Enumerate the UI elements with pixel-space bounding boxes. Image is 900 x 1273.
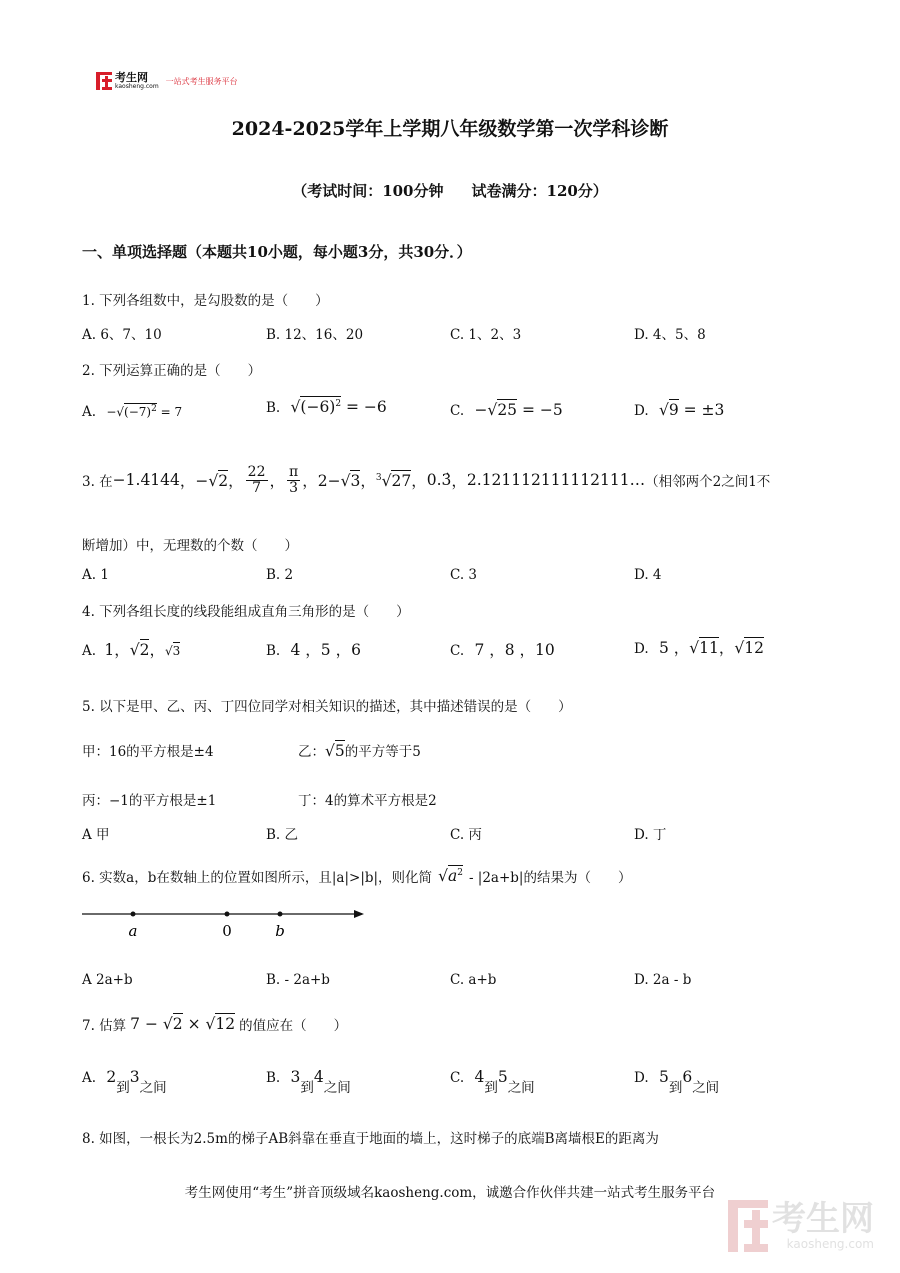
number-line-arrow-icon — [354, 910, 364, 918]
point-zero — [225, 912, 230, 917]
q5-statement-jia: 甲：16的平方根是±4 — [82, 744, 214, 760]
page-footer: 考生网使用“考生”拼音顶级域名kaosheng.com，诚邀合作伙伴共建一站式考生服务平台 — [184, 1185, 716, 1201]
logo-slogan: 一站式考生服务平台 — [165, 76, 238, 86]
watermark-name: 考生网 — [772, 1199, 874, 1239]
q5-option-d: D. 丁 — [634, 827, 667, 843]
site-logo — [96, 72, 238, 90]
question-3-stem: 3. 在 −1.4144 ，−√2， $\frac{22}{7}$ ， $\frac{\pi}{3}$ ，2−√3，$^3$√27， 0.3̇ ， 2.121112111112111… （相邻两个2之间1不 — [82, 463, 771, 496]
q5-statement-bing: 丙：−1的平方根是±1 — [82, 793, 217, 809]
q6-option-b: B. - 2a+b — [266, 972, 330, 988]
fraction-pi-3: $\frac{\pi}{3}$ — [289, 463, 299, 496]
q1-option-b: B. 12、16、20 — [266, 327, 364, 343]
q6-option-d: D. 2a - b — [634, 972, 692, 988]
q5-option-c: C. 丙 — [450, 827, 482, 843]
question-7-stem: 7. 估算 7 − √2 × √12 的值应在（ ） — [82, 1015, 348, 1034]
q4-option-d: D. 5 ，√11，√12 — [634, 639, 764, 657]
exam-time: （考试时间：100分钟 — [292, 182, 444, 200]
q7-option-a: A. 2到3之间 — [82, 1068, 167, 1096]
question-1-stem: 1. 下列各组数中，是勾股数的是（ ） — [82, 293, 329, 309]
question-2-stem: 2. 下列运算正确的是（ ） — [82, 363, 262, 379]
q4-option-a: A. 1，√2，√3 — [82, 641, 181, 659]
page-title: 2024-2025学年上学期八年级数学第一次学科诊断 — [231, 118, 669, 140]
watermark-mark-icon — [728, 1200, 768, 1252]
q3-option-b: B. 2 — [266, 567, 294, 583]
section-heading: 一、单项选择题（本题共10小题，每小题3分，共30分．） — [82, 243, 472, 261]
question-3-continued: 断增加）中，无理数的个数（ ） — [82, 538, 298, 554]
q4-option-b: B. 4 ，5 ，6 — [266, 641, 361, 659]
exam-info — [0, 180, 900, 201]
q7-option-c: C. 4到5之间 — [450, 1068, 535, 1096]
question-4-stem: 4. 下列各组长度的线段能组成直角三角形的是（ ） — [82, 604, 410, 620]
question-6-stem: 6. 实数a，b在数轴上的位置如图所示，且|a|>|b|，则化简 $√a^2$ - |2a+b|的结果为（ ） — [82, 867, 632, 886]
q6-option-a: A 2a+b — [82, 972, 133, 988]
q7-option-b: B. 3到4之间 — [266, 1068, 351, 1096]
logo-mark-icon — [96, 72, 112, 90]
point-a — [131, 912, 136, 917]
q1-option-a: A. 6、7、10 — [82, 327, 162, 343]
number-line — [82, 904, 372, 944]
q5-option-a: A 甲 — [82, 827, 110, 843]
q5-statement-ding: 丁：4的算术平方根是2 — [298, 793, 437, 809]
q5-option-b: B. 乙 — [266, 827, 299, 843]
q7-option-d: D. 5到6之间 — [634, 1068, 720, 1096]
label-a: a — [128, 922, 138, 940]
watermark-logo — [728, 1200, 874, 1252]
point-b — [278, 912, 283, 917]
q1-option-d: D. 4、5、8 — [634, 327, 706, 343]
label-b: b — [275, 922, 285, 940]
question-8-stem: 8. 如图，一根长为2.5m的梯子AB斜靠在垂直于地面的墙上，这时梯子的底端B离墙根E的距离为 — [82, 1131, 659, 1147]
q2-option-b: B. $√(-6)^2 = -6$ — [266, 398, 387, 416]
q5-statement-yi: 乙：√5的平方等于5 — [298, 742, 421, 760]
q3-option-a: A. 1 — [82, 567, 109, 583]
watermark-domain: kaosheng.com — [786, 1237, 874, 1251]
label-zero: 0 — [222, 922, 232, 940]
q3-option-c: C. 3 — [450, 567, 478, 583]
logo-name: 考生网 — [115, 71, 148, 84]
q2-option-a: A. $-√(-7)^2 = 7$ — [82, 404, 183, 420]
q6-option-c: C. a+b — [450, 972, 497, 988]
q2-option-d: D. √9 = ±3 — [634, 401, 725, 419]
full-score: 试卷满分：120分） — [471, 182, 608, 200]
fraction-22-7: $\frac{22}{7}$ — [247, 463, 266, 496]
q3-option-d: D. 4 — [634, 567, 662, 583]
logo-domain: kaosheng.com — [115, 83, 159, 90]
q1-option-c: C. 1、2、3 — [450, 327, 522, 343]
q4-option-c: C. 7 ，8 ，10 — [450, 641, 555, 659]
question-5-stem: 5. 以下是甲、乙、丙、丁四位同学对相关知识的描述，其中描述错误的是（ ） — [82, 699, 572, 715]
q2-option-c: C. −√25 = −5 — [450, 401, 563, 419]
